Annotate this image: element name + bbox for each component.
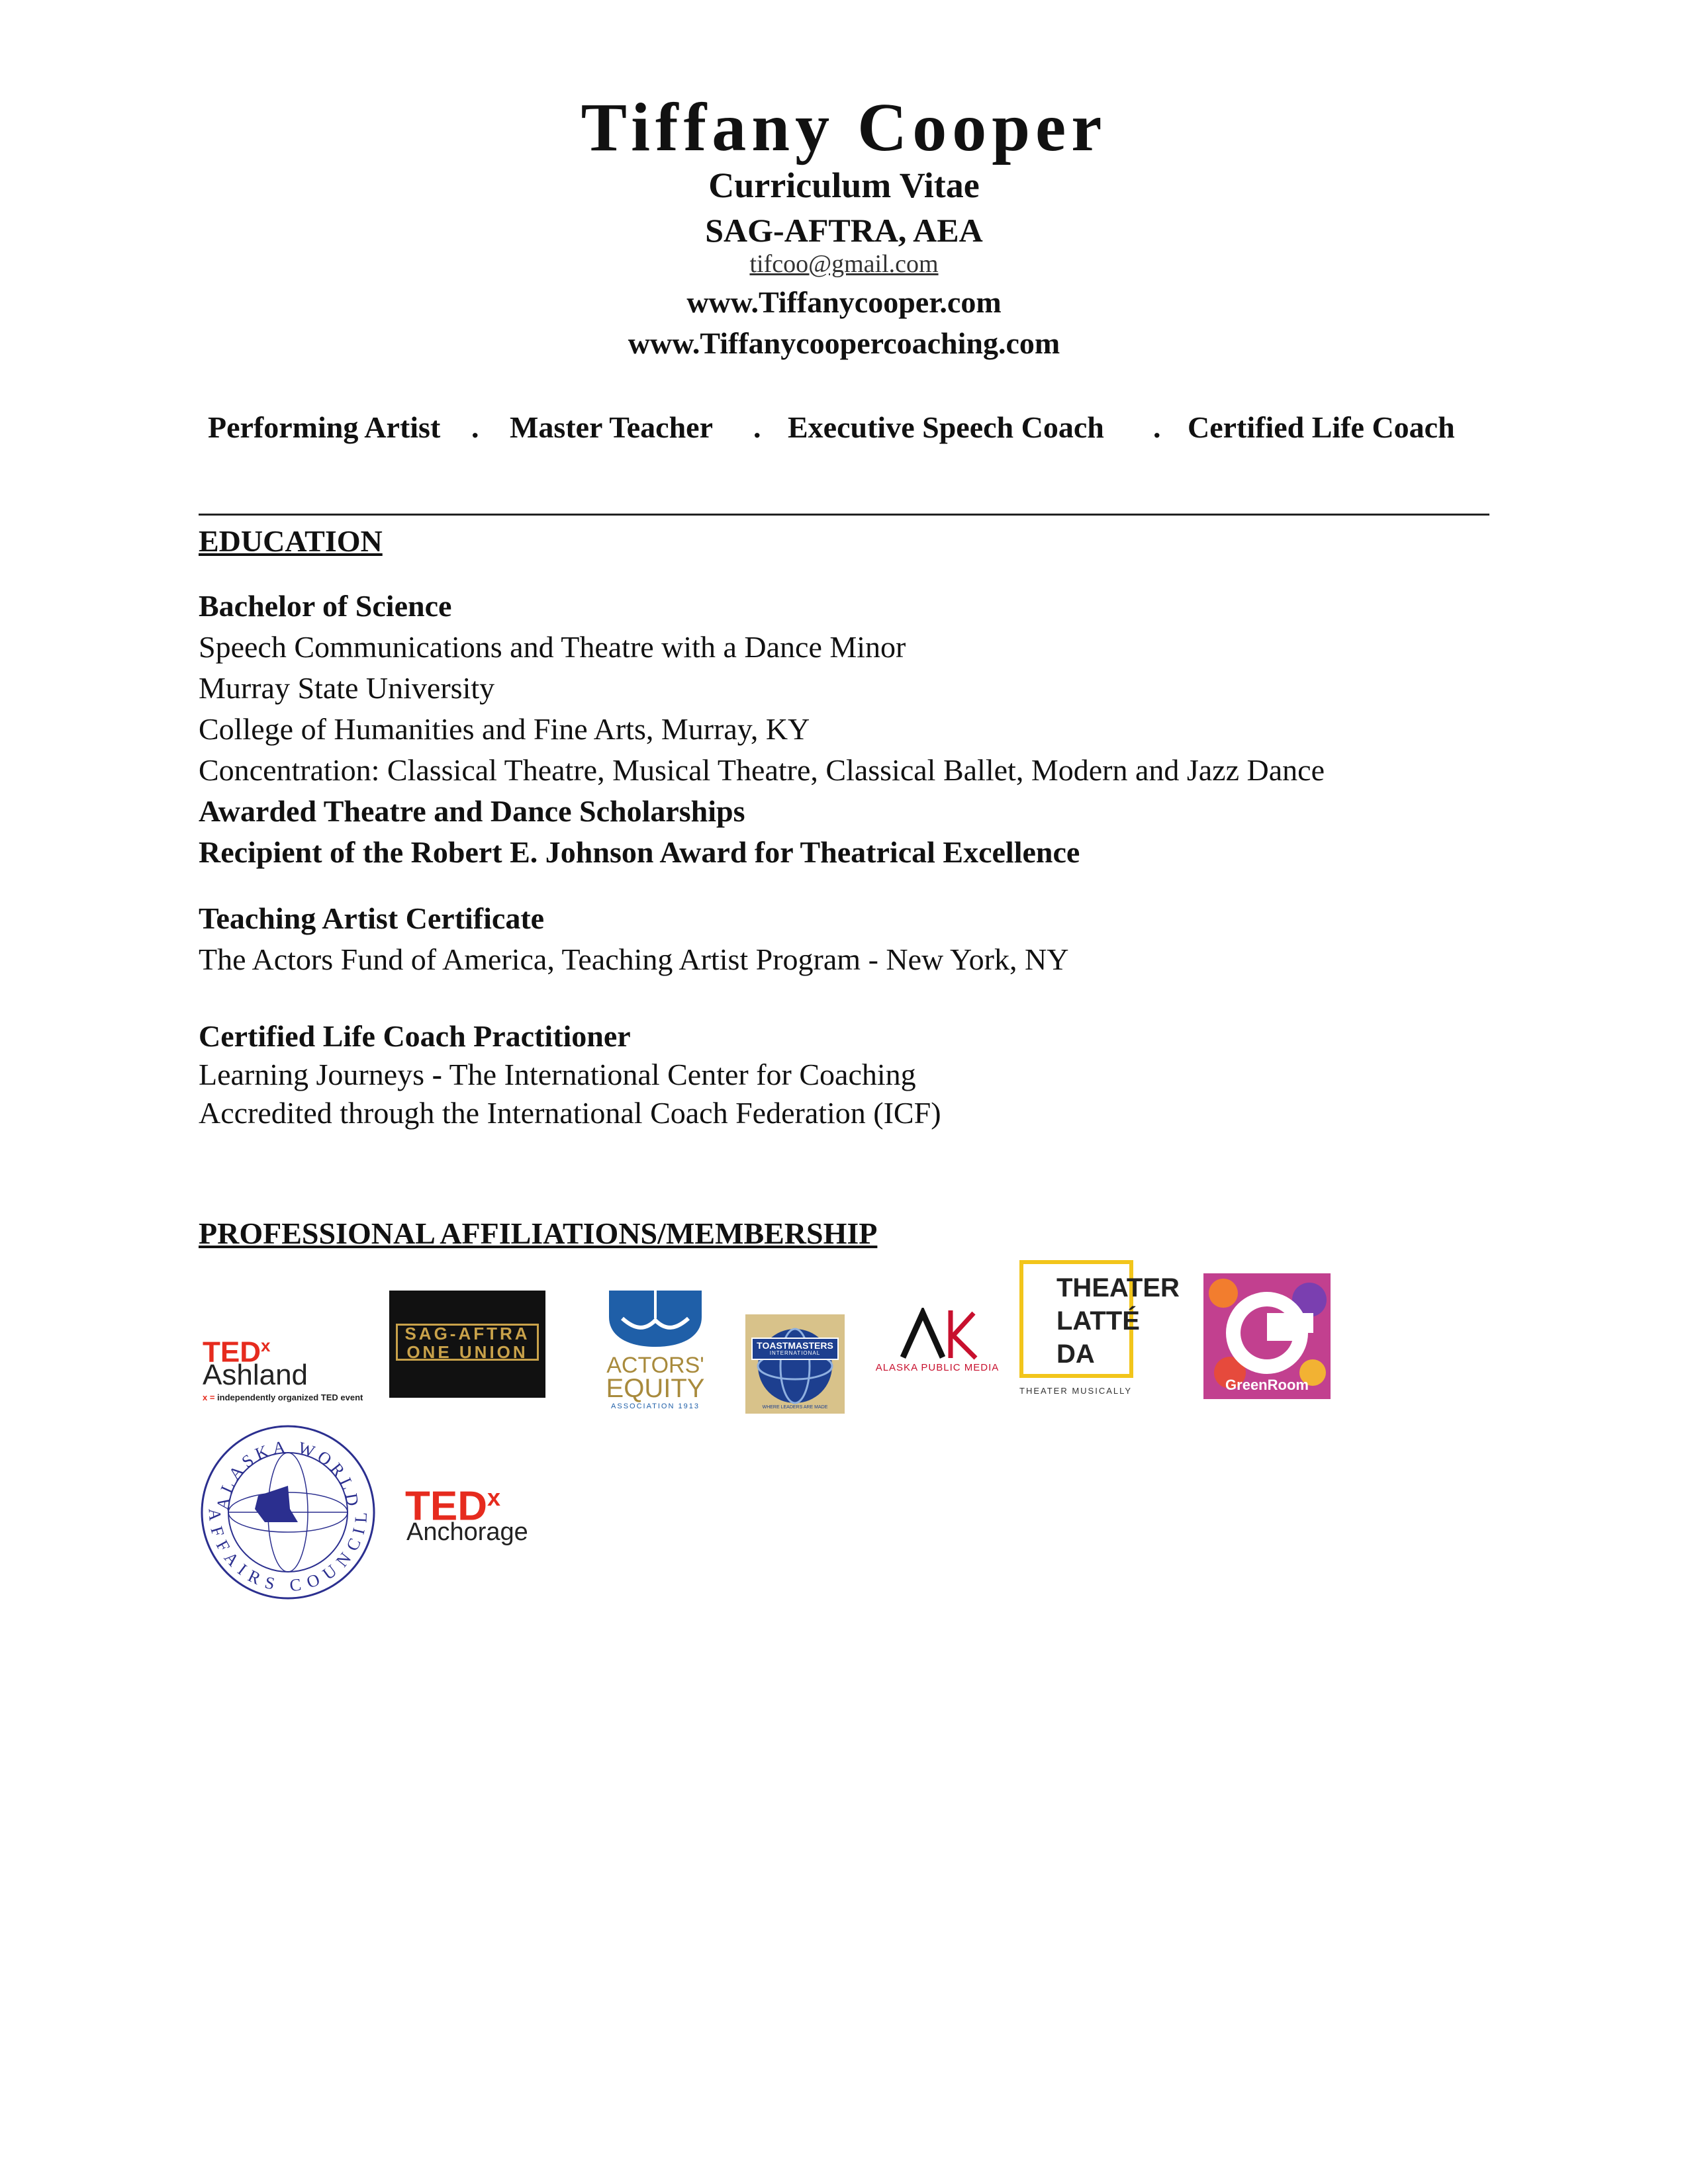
seal-bottom-text: AFFAIRS COUNCIL <box>205 1508 371 1596</box>
role-performing-artist: Performing Artist <box>208 410 441 444</box>
degree-title: Bachelor of Science <box>199 589 452 623</box>
theater-latte-da-logo <box>1019 1260 1180 1399</box>
life-coach-org: Learning Journeys <box>199 1058 432 1091</box>
toastmasters-line2: INTERNATIONAL <box>769 1350 821 1356</box>
degree-honor: Recipient of the Robert E. Johnson Award for Theatrical Excellence <box>199 835 1080 869</box>
alaska-public-media-name: ALASKA PUBLIC MEDIA <box>875 1362 1000 1373</box>
ak-mark-icon <box>871 1308 1004 1361</box>
latte-line2: LATTÉ <box>1056 1306 1140 1336</box>
toastmasters-logo <box>745 1314 845 1414</box>
role-separator: . <box>1153 410 1161 444</box>
equity-line2: EQUITY <box>606 1374 705 1403</box>
equity-line1: ACTORS' <box>606 1353 704 1378</box>
degree-detail: Speech Communications and Theatre with a Dance Minor <box>199 630 906 664</box>
sag-aftra-line1: SAG-AFTRA <box>404 1324 530 1343</box>
dash: - <box>432 1058 442 1091</box>
tedx-x: x <box>487 1484 501 1511</box>
education-heading: EDUCATION <box>199 524 383 558</box>
degree-detail: Concentration: Classical Theatre, Musical Theatre, Classical Ballet, Modern and Jazz Dance <box>199 753 1325 787</box>
teaching-certificate-title: Teaching Artist Certificate <box>199 901 545 935</box>
life-coach-detail <box>199 1055 916 1095</box>
role-speech-coach: Executive Speech Coach <box>788 410 1104 444</box>
toastmasters-tagline: WHERE LEADERS ARE MADE <box>762 1405 828 1410</box>
teaching-certificate-detail: The Actors Fund of America, Teaching Artist Program - New York, NY <box>199 942 1069 976</box>
email-link[interactable]: tifcoo@gmail.com <box>749 250 939 278</box>
seal-icon <box>199 1423 377 1602</box>
seal-top-text: ALASKA WORLD <box>212 1437 363 1512</box>
latte-tagline: THEATER MUSICALLY <box>1019 1386 1133 1396</box>
degree-honor: Awarded Theatre and Dance Scholarships <box>199 794 745 828</box>
greenroom-name: GreenRoom <box>1225 1377 1309 1393</box>
tedx-city: Ashland <box>203 1359 308 1391</box>
union-memberships: SAG-AFTRA, AEA <box>705 212 983 249</box>
tedx-tagline: independently organized TED event <box>214 1392 363 1402</box>
globe-icon <box>745 1314 845 1414</box>
alaska-world-affairs-council-seal <box>199 1423 377 1602</box>
latte-line1: THEATER <box>1056 1273 1180 1302</box>
alaska-public-media-logo <box>871 1308 1004 1381</box>
life-coach-center: The International Center for Coaching <box>442 1058 916 1091</box>
ted-wordmark: TED <box>405 1483 487 1529</box>
document-title: Curriculum Vitae <box>708 165 980 205</box>
section-divider <box>199 514 1489 516</box>
website-link-1[interactable]: www.Tiffanycooper.com <box>686 285 1002 319</box>
latte-line3: DA <box>1056 1340 1095 1369</box>
degree-detail: Murray State University <box>199 671 495 705</box>
website-link-2[interactable]: www.Tiffanycoopercoaching.com <box>628 326 1060 360</box>
role-master-teacher: Master Teacher <box>510 410 714 444</box>
tedx-ashland-logo <box>203 1330 381 1403</box>
sag-aftra-line2: ONE UNION <box>406 1342 528 1362</box>
sag-aftra-logo <box>389 1291 545 1398</box>
equity-line3: ASSOCIATION 1913 <box>611 1402 700 1410</box>
tedx-anchorage-logo <box>405 1477 564 1550</box>
tedx-tagline-x: x = <box>203 1392 215 1402</box>
tedx-x: x <box>261 1336 271 1355</box>
life-coach-title: Certified Life Coach Practitioner <box>199 1019 631 1053</box>
role-separator: . <box>471 410 479 444</box>
toastmasters-line1: TOASTMASTERS <box>757 1340 833 1351</box>
degree-detail: College of Humanities and Fine Arts, Murray, KY <box>199 712 810 746</box>
greenroom-logo <box>1203 1273 1331 1399</box>
role-life-coach: Certified Life Coach <box>1188 410 1455 444</box>
person-name: Tiffany Cooper <box>581 89 1107 165</box>
ted-wordmark: TED <box>203 1336 261 1369</box>
role-separator: . <box>753 410 761 444</box>
affiliations-heading: PROFESSIONAL AFFILIATIONS/MEMBERSHIP <box>199 1216 878 1250</box>
life-coach-accreditation: Accredited through the International Coach Federation (ICF) <box>199 1096 941 1130</box>
masks-icon <box>596 1291 715 1350</box>
actors-equity-logo <box>596 1291 715 1416</box>
roles-line <box>199 408 1489 447</box>
tedx-city: Anchorage <box>406 1518 528 1546</box>
